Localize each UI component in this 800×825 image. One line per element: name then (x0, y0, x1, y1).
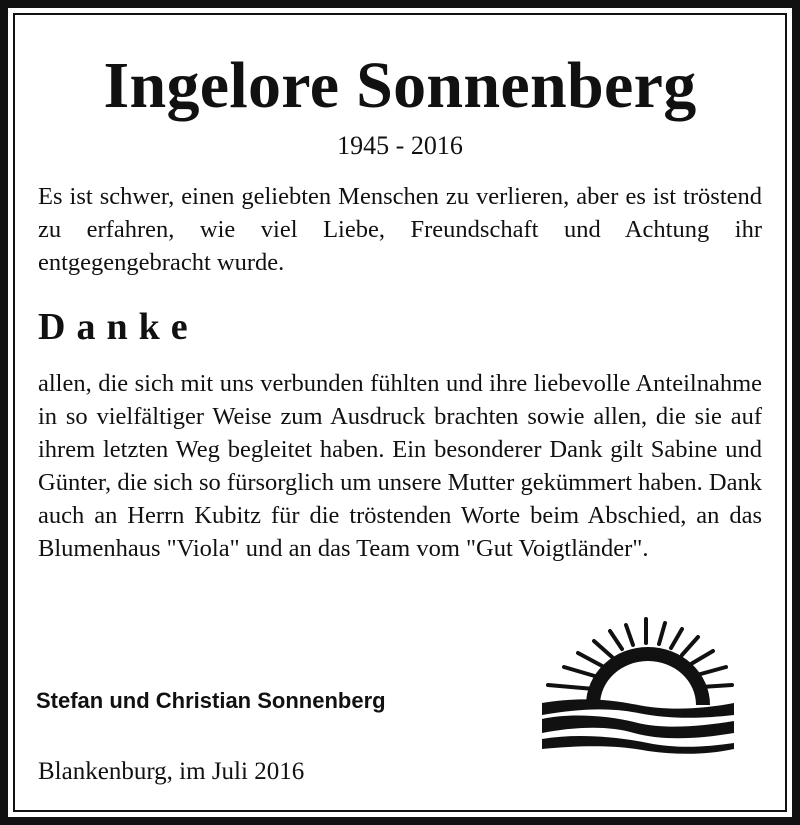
intro-paragraph: Es ist schwer, einen geliebten Menschen zu verlieren, aber es ist tröstend zu erfahren, wie viel Liebe, Freundschaft und Achtung ihr entgegengebracht wurde. (38, 183, 762, 276)
place-date: Blankenburg, im Juli 2016 (38, 758, 305, 785)
life-years: 1945 - 2016 (337, 131, 463, 160)
deceased-name: Ingelore Sonnenberg (103, 49, 697, 122)
signature: Stefan und Christian Sonnenberg (36, 688, 386, 713)
sunset-icon (538, 615, 738, 765)
thanks-heading: Danke (38, 306, 199, 348)
thanks-paragraph: allen, die sich mit uns verbunden fühlten und ihre liebevolle Anteilnahme in so vielfältiger Weise zum Ausdruck brachten sowie allen, die sie auf ihrem letzten Weg begleitet haben. Ein besonderer Dank gilt Sabine und Günter, die sich so fürsorglich um unsere Mutter gekümmert haben. Dank auch an Herrn Kubitz für die tröstenden Worte beim Abschied, an das Blumenhaus "Viola" und an das Team vom "Gut Voigtländer". (38, 370, 762, 562)
